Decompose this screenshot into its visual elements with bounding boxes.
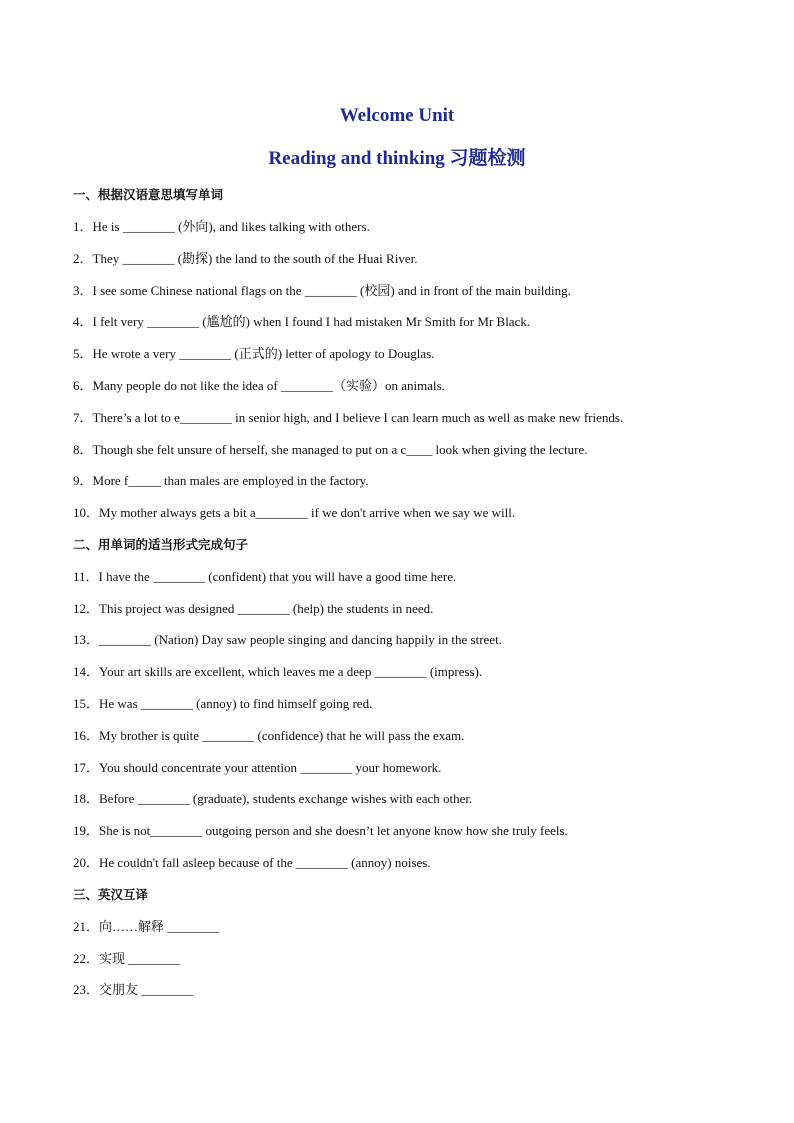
question-number: 9． xyxy=(73,473,93,488)
question-number: 14． xyxy=(73,664,100,679)
question-number: 11． xyxy=(73,569,99,584)
question-number: 1． xyxy=(73,219,93,234)
question-text: Your art skills are excellent, which leaves me a deep ________ (impress). xyxy=(99,664,483,679)
question-item xyxy=(73,442,587,458)
question-item xyxy=(73,982,193,998)
question-item xyxy=(73,696,372,712)
question-text: 实现 ________ xyxy=(99,951,181,966)
question-number: 17． xyxy=(73,760,100,775)
question-text: 向……解释 ________ xyxy=(99,919,220,934)
question-text: They ________ (勘探) the land to the south of the Huai River. xyxy=(92,251,418,266)
question-item xyxy=(73,760,441,776)
question-item xyxy=(73,823,568,839)
question-text: She is not________ outgoing person and she doesn’t let anyone know how she truly feels. xyxy=(99,823,568,838)
question-number: 20． xyxy=(73,855,100,870)
question-number: 6． xyxy=(73,378,93,393)
question-item xyxy=(73,728,464,744)
question-text: This project was designed ________ (help) the students in need. xyxy=(99,601,434,616)
question-text: ________ (Nation) Day saw people singing and dancing happily in the street. xyxy=(99,632,502,647)
question-text: There’s a lot to e________ in senior high, and I believe I can learn much as well as make new friends. xyxy=(92,410,624,425)
question-number: 5． xyxy=(73,346,93,361)
question-text: I felt very ________ (尴尬的) when I found I had mistaken Mr Smith for Mr Black. xyxy=(92,314,531,329)
section-heading: 一、根据汉语意思填写单词 xyxy=(73,187,224,202)
question-item xyxy=(73,378,445,394)
question-text: I see some Chinese national flags on the ________ (校园) and in front of the main building. xyxy=(92,283,571,298)
question-item xyxy=(73,664,482,680)
question-item xyxy=(73,410,623,426)
question-text: Many people do not like the idea of ________（实验）on animals. xyxy=(92,378,445,393)
question-number: 12． xyxy=(73,601,100,616)
question-item xyxy=(73,283,571,299)
question-item xyxy=(73,919,219,935)
question-number: 10． xyxy=(73,505,100,520)
question-number: 13． xyxy=(73,632,100,647)
question-text: He is ________ (外向), and likes talking with others. xyxy=(92,219,370,234)
question-number: 8． xyxy=(73,442,93,457)
question-text: He couldn't fall asleep because of the ________ (annoy) noises. xyxy=(99,855,431,870)
question-number: 23． xyxy=(73,982,100,997)
question-number: 2． xyxy=(73,251,93,266)
question-text: More f_____ than males are employed in the factory. xyxy=(92,473,369,488)
section-heading: 三、英汉互译 xyxy=(73,887,149,902)
question-number: 16． xyxy=(73,728,100,743)
question-text: My brother is quite ________ (confidence) that he will pass the exam. xyxy=(99,728,465,743)
question-item xyxy=(73,855,431,871)
question-item xyxy=(73,346,434,362)
question-item xyxy=(73,951,180,967)
section-heading: 二、用单词的适当形式完成句子 xyxy=(73,537,249,552)
question-text: He wrote a very ________ (正式的) letter of apology to Douglas. xyxy=(92,346,435,361)
page-title: Welcome Unit xyxy=(339,105,455,126)
question-number: 3． xyxy=(73,283,93,298)
question-item xyxy=(73,791,472,807)
question-text: I have the ________ (confident) that you will have a good time here. xyxy=(98,569,457,584)
question-text: Before ________ (graduate), students exchange wishes with each other. xyxy=(99,791,473,806)
question-item xyxy=(73,219,370,235)
question-text: 交朋友 ________ xyxy=(99,982,194,997)
question-text: My mother always gets a bit a________ if we don't arrive when we say we will. xyxy=(99,505,516,520)
question-item xyxy=(73,569,456,585)
question-text: You should concentrate your attention ________ your homework. xyxy=(99,760,442,775)
question-text: Though she felt unsure of herself, she managed to put on a c____ look when giving the lecture. xyxy=(92,442,588,457)
question-number: 19． xyxy=(73,823,100,838)
question-number: 4． xyxy=(73,314,93,329)
question-number: 18． xyxy=(73,791,100,806)
question-item xyxy=(73,314,530,330)
question-text: He was ________ (annoy) to find himself going red. xyxy=(99,696,373,711)
question-item xyxy=(73,251,417,267)
question-item xyxy=(73,473,369,489)
question-item xyxy=(73,601,433,617)
question-item xyxy=(73,505,515,521)
page-subtitle: Reading and thinking 习题检测 xyxy=(268,148,526,169)
question-number: 15． xyxy=(73,696,100,711)
question-number: 7． xyxy=(73,410,93,425)
question-item xyxy=(73,632,502,648)
question-number: 21． xyxy=(73,919,100,934)
question-number: 22． xyxy=(73,951,100,966)
